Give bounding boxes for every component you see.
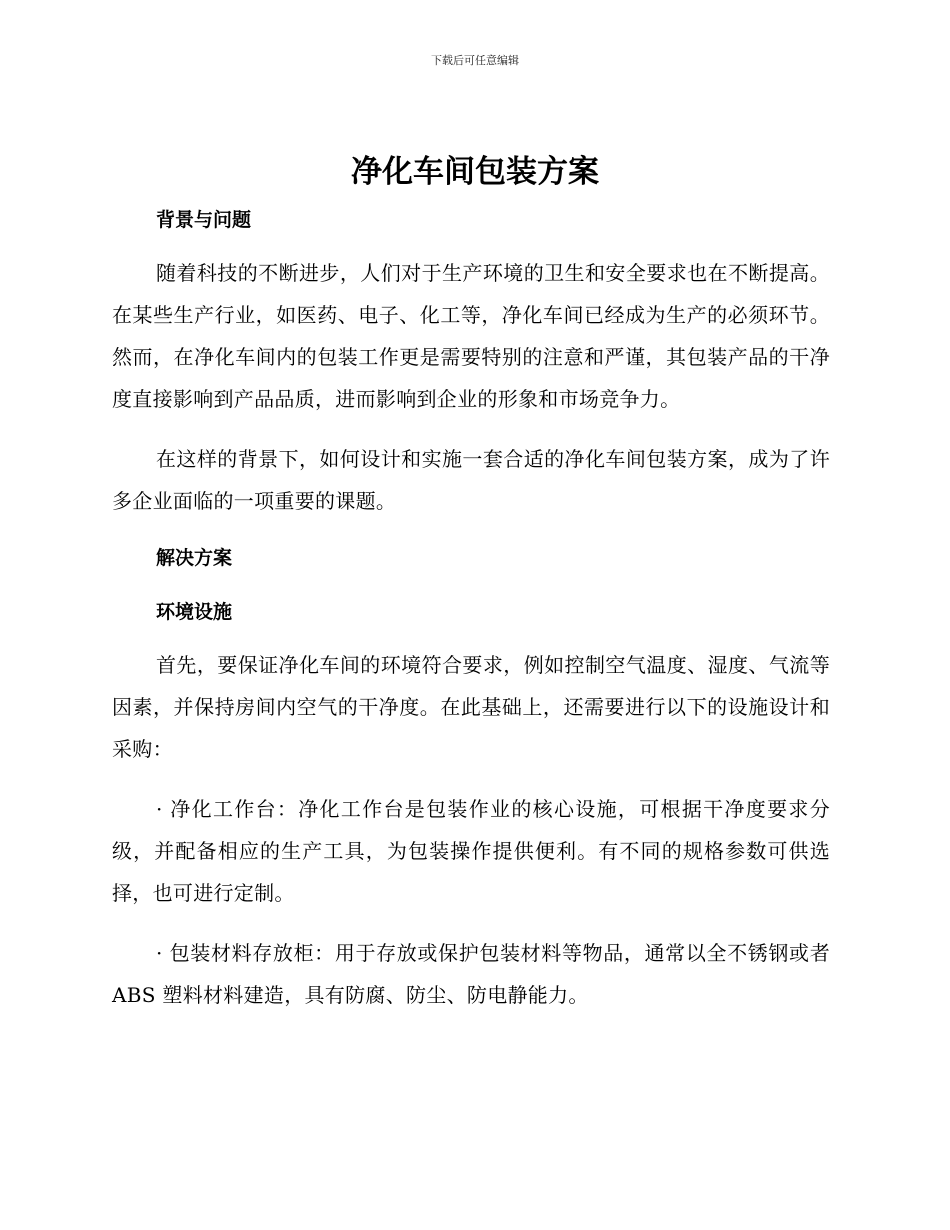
list-item-clean-workbench: · 净化工作台：净化工作台是包装作业的核心设施，可根据干净度要求分级，并配备相应的生产工具，为包装操作提供便利。有不同的规格参数可供选择，也可进行定制。	[112, 797, 830, 905]
document-title: 净化车间包装方案	[351, 154, 599, 190]
list-item-storage-cabinet: · 包装材料存放柜：用于存放或保护包装材料等物品，通常以全不锈钢或者 ABS 塑料材料建造，具有防腐、防尘、防电静能力。	[112, 941, 830, 1007]
paragraph-background-2: 在这样的背景下，如何设计和实施一套合适的净化车间包装方案，成为了许多企业面临的一项重要的课题。	[112, 447, 830, 513]
header-note: 下载后可任意编辑	[431, 54, 519, 67]
document-body	[112, 202, 830, 1016]
heading-solution: 解决方案	[156, 547, 233, 569]
paragraph-background-1: 随着科技的不断进步，人们对于生产环境的卫生和安全要求也在不断提高。在某些生产行业，如医药、电子、化工等，净化车间已经成为生产的必须环节。然而，在净化车间内的包装工作更是需要特别的注意和严谨，其包装产品的干净度直接影响到产品品质，进而影响到企业的形象和市场竞争力。	[112, 261, 830, 411]
paragraph-environment-1: 首先，要保证净化车间的环境符合要求，例如控制空气温度、湿度、气流等因素，并保持房间内空气的干净度。在此基础上，还需要进行以下的设施设计和采购：	[112, 653, 830, 761]
heading-background: 背景与问题	[156, 209, 252, 231]
heading-environment: 环境设施	[156, 601, 233, 623]
